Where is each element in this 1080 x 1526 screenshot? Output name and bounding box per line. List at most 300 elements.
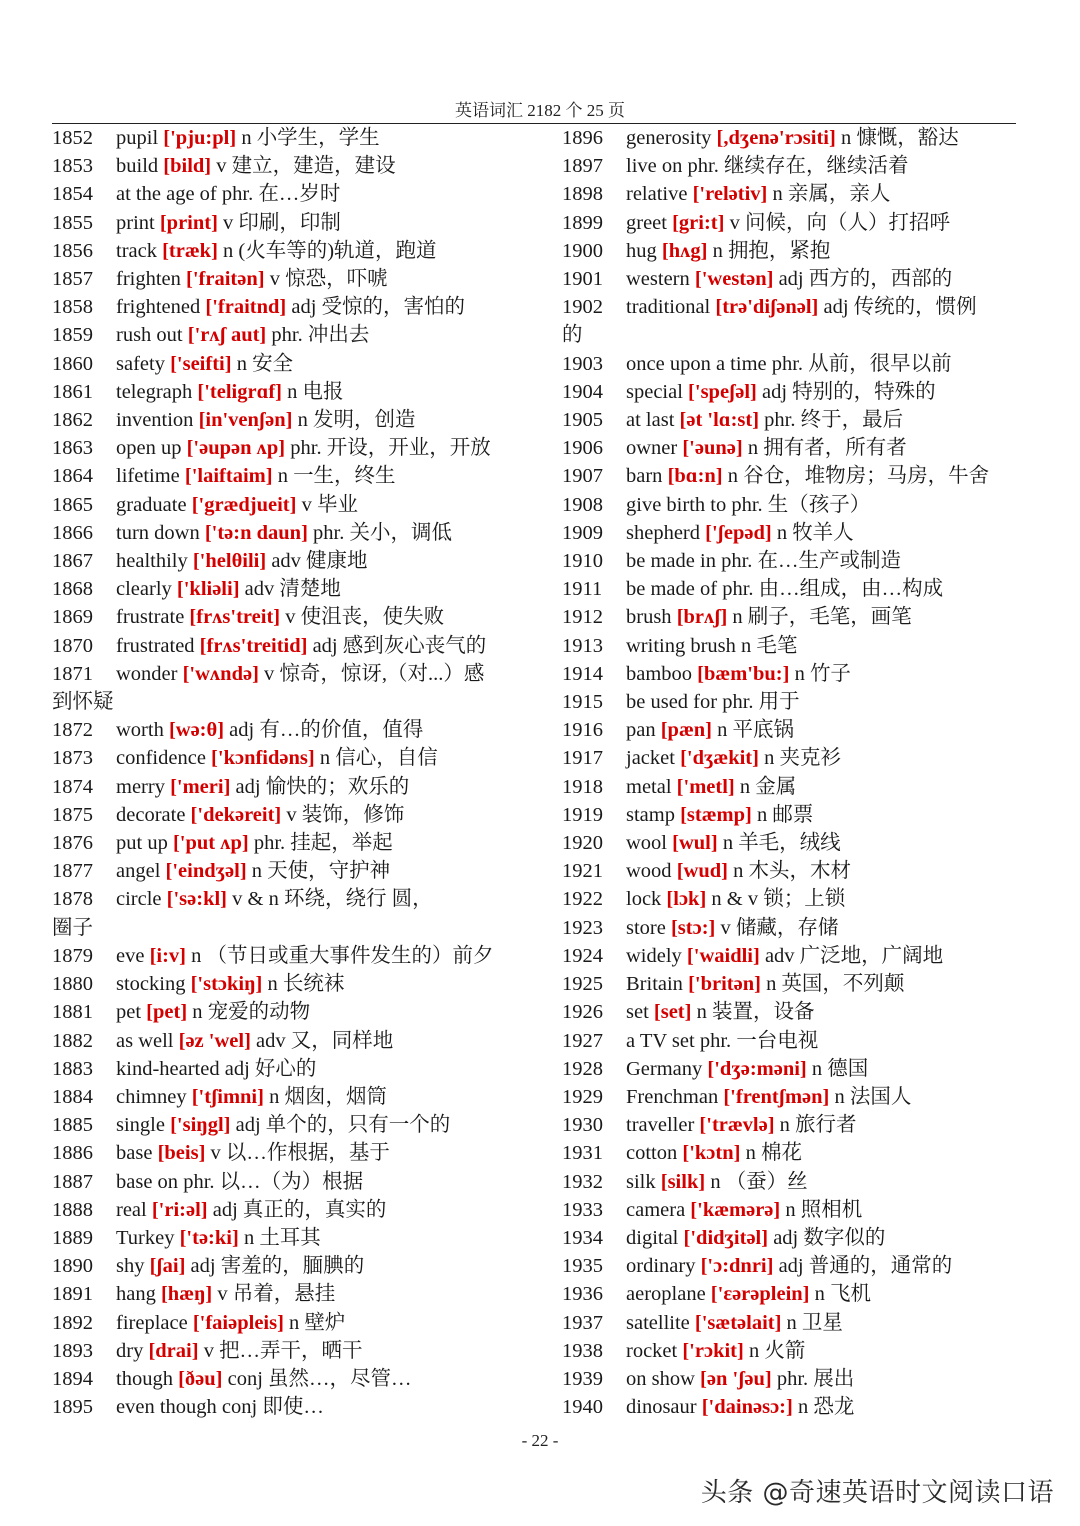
vocab-entry bbox=[52, 660, 522, 688]
entry-number: 1903 bbox=[562, 352, 603, 375]
entry-definition: v 储藏，存储 bbox=[720, 916, 839, 939]
entry-word: once upon a time bbox=[626, 352, 767, 375]
entry-word: pet bbox=[116, 1001, 142, 1024]
entry-word: metal bbox=[626, 775, 672, 798]
entry-word: lifetime bbox=[116, 465, 180, 488]
entry-word: real bbox=[116, 1198, 147, 1221]
vocab-entry bbox=[562, 1365, 1032, 1393]
vocab-entry bbox=[562, 547, 1032, 575]
entry-number: 1859 bbox=[52, 324, 93, 347]
entry-definition: v 问候，向（人）打招呼 bbox=[729, 211, 950, 234]
entry-definition: n 法国人 bbox=[834, 1085, 912, 1108]
entry-pronunciation: ['fraitən] bbox=[186, 268, 265, 291]
entry-pronunciation: [wul] bbox=[672, 832, 718, 855]
entry-pronunciation: [ən 'ʃəu] bbox=[700, 1367, 772, 1390]
entry-number: 1858 bbox=[52, 296, 93, 319]
vocab-entry bbox=[562, 237, 1032, 265]
entry-word: frightened bbox=[116, 296, 201, 319]
entry-number: 1852 bbox=[52, 127, 93, 149]
entry-definition: phr. 终于，最后 bbox=[764, 409, 904, 432]
vocab-entry bbox=[52, 152, 522, 180]
entry-definition: n 照相机 bbox=[785, 1198, 863, 1221]
entry-pronunciation: [,dʒenə'rɔsiti] bbox=[716, 127, 836, 149]
vocab-entry bbox=[562, 378, 1032, 406]
vocab-entry bbox=[52, 885, 522, 913]
vocab-entry bbox=[52, 180, 522, 208]
vocab-entry bbox=[562, 773, 1032, 801]
entry-definition: n （节日或重大事件发生的）前夕 bbox=[191, 944, 494, 967]
entry-word: single bbox=[116, 1114, 165, 1137]
entry-pronunciation: ['tʃimni] bbox=[191, 1085, 264, 1108]
entry-pronunciation: ['britən] bbox=[688, 973, 761, 996]
entry-definition: adj 好心的 bbox=[224, 1057, 317, 1080]
entry-number: 1890 bbox=[52, 1255, 93, 1278]
entry-number: 1860 bbox=[52, 352, 93, 375]
entry-definition: n 德国 bbox=[811, 1057, 869, 1080]
entry-number: 1863 bbox=[52, 437, 93, 460]
entry-pronunciation: ['ʃepəd] bbox=[705, 521, 772, 544]
entry-definition: n 谷仓，堆物房；马房，牛舍 bbox=[727, 465, 990, 488]
entry-number: 1874 bbox=[52, 775, 93, 798]
entry-definition: n 邮票 bbox=[756, 803, 814, 826]
entry-pronunciation: ['kæmərə] bbox=[690, 1198, 781, 1221]
vocab-entry bbox=[52, 1337, 522, 1365]
vocab-entry bbox=[52, 829, 522, 857]
entry-pronunciation: [set] bbox=[653, 1001, 692, 1024]
entry-pronunciation: ['helθili] bbox=[192, 550, 267, 573]
vocab-entry bbox=[562, 1252, 1032, 1280]
entry-pronunciation: [stɔ:] bbox=[670, 916, 716, 939]
entry-pronunciation: ['laiftaim] bbox=[184, 465, 273, 488]
entry-number: 1919 bbox=[562, 803, 603, 826]
entry-pronunciation: ['rɔkit] bbox=[682, 1339, 744, 1362]
entry-definition: v 印刷，印制 bbox=[223, 211, 341, 234]
entry-pronunciation: ['dʒə:məni] bbox=[707, 1057, 807, 1080]
vocab-entry bbox=[52, 857, 522, 885]
entry-definition: adj 传统的，惯例 bbox=[823, 296, 977, 319]
entry-pronunciation: [hæŋ] bbox=[160, 1283, 213, 1306]
entry-definition: n 慷慨，豁达 bbox=[840, 127, 959, 149]
entry-number: 1899 bbox=[562, 211, 603, 234]
entry-number: 1877 bbox=[52, 860, 93, 883]
entry-number: 1914 bbox=[562, 662, 603, 685]
entry-pronunciation: ['dʒækit] bbox=[680, 747, 759, 770]
entry-pronunciation: ['sə:kl] bbox=[166, 888, 227, 911]
entry-word: ordinary bbox=[626, 1255, 696, 1278]
entry-word: Frenchman bbox=[626, 1085, 719, 1108]
vocab-entry bbox=[52, 1365, 522, 1393]
left-vocab-column bbox=[52, 124, 522, 1421]
entry-word: track bbox=[116, 239, 157, 262]
entry-word: chimney bbox=[116, 1085, 187, 1108]
entry-word: aeroplane bbox=[626, 1283, 706, 1306]
vocab-entry bbox=[562, 209, 1032, 237]
entry-definition: phr. 开设，开业，开放 bbox=[290, 437, 491, 460]
entry-number: 1900 bbox=[562, 239, 603, 262]
entry-word: invention bbox=[116, 409, 194, 432]
entry-word: barn bbox=[626, 465, 663, 488]
entry-word: as well bbox=[116, 1029, 174, 1052]
vocab-entry bbox=[52, 265, 522, 293]
entry-number: 1934 bbox=[562, 1226, 603, 1249]
vocab-entry bbox=[562, 801, 1032, 829]
entry-word: stocking bbox=[116, 973, 186, 996]
entry-number: 1870 bbox=[52, 634, 93, 657]
entry-word: owner bbox=[626, 437, 678, 460]
entry-pronunciation: ['put ʌp] bbox=[172, 832, 249, 855]
entry-word: Britain bbox=[626, 973, 683, 996]
entry-number: 1935 bbox=[562, 1255, 603, 1278]
entry-definition: n 牧羊人 bbox=[776, 521, 854, 544]
vocab-entry bbox=[52, 716, 522, 744]
entry-number: 1898 bbox=[562, 183, 603, 206]
entry-word: eve bbox=[116, 944, 145, 967]
entry-definition: n （蚕）丝 bbox=[710, 1170, 808, 1193]
entry-pronunciation: ['siŋgl] bbox=[170, 1114, 231, 1137]
vocab-entry bbox=[52, 942, 522, 970]
entry-word: special bbox=[626, 380, 683, 403]
entry-word: store bbox=[626, 916, 666, 939]
entry-number: 1902 bbox=[562, 296, 603, 319]
entry-word: set bbox=[626, 1001, 649, 1024]
entry-pronunciation: [bæm'bu:] bbox=[697, 662, 790, 685]
entry-definition: phr. 由…组成，由…构成 bbox=[722, 578, 944, 601]
entry-pronunciation: ['stɔkiŋ] bbox=[190, 973, 263, 996]
entry-definition: adj 愉快的；欢乐的 bbox=[235, 775, 410, 798]
vocab-entry bbox=[562, 152, 1032, 180]
entry-word: be made of bbox=[626, 578, 718, 601]
entry-definition: adj 真正的，真实的 bbox=[212, 1198, 387, 1221]
entry-definition: conj 即使… bbox=[221, 1396, 324, 1419]
entry-definition: v 建立，建造，建设 bbox=[216, 155, 396, 178]
vocab-entry bbox=[52, 237, 522, 265]
vocab-entry bbox=[562, 914, 1032, 942]
entry-definition: n 壁炉 bbox=[289, 1311, 346, 1334]
entry-definition: adj 单个的，只有一个的 bbox=[235, 1114, 451, 1137]
vocab-entry bbox=[52, 773, 522, 801]
entry-number: 1864 bbox=[52, 465, 93, 488]
entry-word: put up bbox=[116, 832, 168, 855]
entry-definition: v 毕业 bbox=[301, 493, 358, 516]
vocab-entry bbox=[52, 1055, 522, 1083]
vocab-entry bbox=[52, 632, 522, 660]
vocab-entry bbox=[562, 829, 1032, 857]
entry-pronunciation: [træk] bbox=[162, 239, 218, 262]
entry-number: 1862 bbox=[52, 409, 93, 432]
vocab-entry bbox=[562, 716, 1032, 744]
vocab-entry bbox=[562, 265, 1032, 293]
entry-pronunciation: [hʌg] bbox=[661, 239, 708, 262]
entry-pronunciation: [ət 'lɑ:st] bbox=[679, 409, 760, 432]
entry-number: 1893 bbox=[52, 1339, 93, 1362]
entry-number: 1915 bbox=[562, 691, 603, 714]
vocab-entry bbox=[52, 970, 522, 998]
entry-pronunciation: ['frentʃmən] bbox=[723, 1085, 830, 1108]
entry-word: print bbox=[116, 211, 155, 234]
vocab-entry bbox=[562, 575, 1032, 603]
vocab-entry bbox=[562, 180, 1032, 208]
vocab-entry bbox=[52, 378, 522, 406]
entry-definition: n 拥有者，所有者 bbox=[747, 437, 907, 460]
entry-number: 1873 bbox=[52, 747, 93, 770]
entry-word: stamp bbox=[626, 803, 675, 826]
vocab-entry bbox=[52, 1139, 522, 1167]
entry-word: confidence bbox=[116, 747, 206, 770]
entry-pronunciation: ['əupən ʌp] bbox=[186, 437, 286, 460]
entry-word: fireplace bbox=[116, 1311, 188, 1334]
entry-pronunciation: [frʌs'treit] bbox=[189, 606, 281, 629]
entry-word: wood bbox=[626, 860, 672, 883]
entry-number: 1895 bbox=[52, 1396, 93, 1419]
entry-number: 1879 bbox=[52, 944, 93, 967]
entry-definition: n 棉花 bbox=[745, 1142, 802, 1165]
entry-number: 1871 bbox=[52, 662, 93, 685]
entry-pronunciation: [beis] bbox=[157, 1142, 206, 1165]
entry-pronunciation: [drai] bbox=[148, 1339, 199, 1362]
vocab-entry bbox=[52, 575, 522, 603]
entry-number: 1933 bbox=[562, 1198, 603, 1221]
vocab-entry bbox=[562, 857, 1032, 885]
vocab-entry bbox=[562, 1224, 1032, 1252]
vocab-entry bbox=[52, 603, 522, 631]
entry-definition: n 金属 bbox=[739, 775, 797, 798]
entry-number: 1854 bbox=[52, 183, 93, 206]
entry-pronunciation: [ðəu] bbox=[178, 1367, 223, 1390]
entry-number: 1910 bbox=[562, 550, 603, 573]
entry-number: 1939 bbox=[562, 1367, 603, 1390]
vocab-entry bbox=[52, 1168, 522, 1196]
entry-word: healthily bbox=[116, 550, 188, 573]
entry-pronunciation: ['grædjueit] bbox=[191, 493, 297, 516]
vocab-entry bbox=[52, 519, 522, 547]
entry-definition: conj 虽然…，尽管… bbox=[227, 1367, 412, 1390]
entry-word: wonder bbox=[116, 662, 178, 685]
entry-pronunciation: ['dainəsɔ:] bbox=[701, 1396, 793, 1419]
entry-definition: adj 普通的，通常的 bbox=[778, 1255, 953, 1278]
entry-pronunciation: ['didʒitəl] bbox=[683, 1226, 769, 1249]
entry-word: rocket bbox=[626, 1339, 678, 1362]
entry-definition: n 竹子 bbox=[794, 662, 851, 685]
entry-word: a TV set bbox=[626, 1029, 695, 1052]
entry-word: circle bbox=[116, 888, 162, 911]
entry-pronunciation: ['ri:əl] bbox=[151, 1198, 208, 1221]
entry-pronunciation: [bɑ:n] bbox=[667, 465, 723, 488]
entry-word: kind-hearted bbox=[116, 1057, 220, 1080]
entry-number: 1908 bbox=[562, 493, 603, 516]
entry-pronunciation: [gri:t] bbox=[672, 211, 725, 234]
vocab-entry bbox=[52, 1393, 522, 1421]
entry-pronunciation: [wud] bbox=[676, 860, 728, 883]
entry-number: 1872 bbox=[52, 719, 93, 742]
entry-pronunciation: [i:v] bbox=[149, 944, 187, 967]
entry-definition: n 安全 bbox=[236, 352, 294, 375]
entry-definition: phr. 以…（为）根据 bbox=[183, 1170, 364, 1193]
entry-definition: n 旅行者 bbox=[779, 1114, 857, 1137]
entry-definition: n 一生，终生 bbox=[277, 465, 396, 488]
entry-word: shepherd bbox=[626, 521, 701, 544]
vocab-entry bbox=[562, 434, 1032, 462]
vocab-entry bbox=[562, 1111, 1032, 1139]
entry-definition: adj 有…的价值，值得 bbox=[229, 719, 424, 742]
entry-definition: n 装置，设备 bbox=[696, 1001, 815, 1024]
vocab-entry bbox=[562, 462, 1032, 490]
entry-definition: n 平底锅 bbox=[717, 719, 794, 742]
entry-definition: adv 又，同样地 bbox=[256, 1029, 394, 1052]
entry-number: 1911 bbox=[562, 578, 603, 601]
entry-number: 1923 bbox=[562, 916, 603, 939]
entry-pronunciation: ['wʌndə] bbox=[182, 662, 259, 685]
vocab-entry bbox=[562, 293, 1032, 321]
entry-number: 1921 bbox=[562, 860, 603, 883]
entry-pronunciation: [əz 'wel] bbox=[178, 1029, 251, 1052]
vocab-entry bbox=[52, 1083, 522, 1111]
vocab-entry-continuation bbox=[52, 914, 522, 942]
vocab-entry bbox=[562, 603, 1032, 631]
entry-number: 1905 bbox=[562, 409, 603, 432]
vocab-entry bbox=[562, 688, 1032, 716]
entry-definition: phr. 关小，调低 bbox=[313, 521, 452, 544]
vocab-entry bbox=[562, 998, 1032, 1026]
entry-pronunciation: [pæn] bbox=[660, 719, 712, 742]
entry-definition: v 使沮丧，使失败 bbox=[285, 606, 445, 629]
entry-word: western bbox=[626, 268, 690, 291]
entry-pronunciation: ['faiəpleis] bbox=[192, 1311, 284, 1334]
entry-definition: n 天使，守护神 bbox=[251, 860, 391, 883]
entry-definition: phr. 在…岁时 bbox=[221, 183, 341, 206]
vocab-entry bbox=[52, 1280, 522, 1308]
vocab-entry bbox=[562, 970, 1032, 998]
entry-number: 1938 bbox=[562, 1339, 603, 1362]
entry-word: wool bbox=[626, 832, 667, 855]
entry-definition: n 电报 bbox=[287, 380, 344, 403]
entry-definition: n 英国，不列颠 bbox=[766, 973, 905, 996]
entry-word: base bbox=[116, 1142, 153, 1165]
entry-definition: n 宠爱的动物 bbox=[192, 1001, 311, 1024]
entry-number: 1904 bbox=[562, 380, 603, 403]
entry-definition: n 拥抱，紧抱 bbox=[712, 239, 831, 262]
entry-word: safety bbox=[116, 352, 165, 375]
entry-definition: n 火箭 bbox=[748, 1339, 806, 1362]
entry-word: traditional bbox=[626, 296, 711, 319]
entry-pronunciation: ['sætəlait] bbox=[694, 1311, 782, 1334]
entry-word: turn down bbox=[116, 521, 200, 544]
vocab-entry bbox=[52, 462, 522, 490]
vocab-entry bbox=[52, 1027, 522, 1055]
vocab-entry bbox=[562, 632, 1032, 660]
entry-pronunciation: ['kliəli] bbox=[176, 578, 240, 601]
entry-word: Germany bbox=[626, 1057, 703, 1080]
entry-pronunciation: ['tə:ki] bbox=[179, 1226, 239, 1249]
entry-word: be made in bbox=[626, 550, 716, 573]
entry-definition: v 惊奇，惊讶,（对...）感 bbox=[264, 662, 485, 685]
entry-number: 1881 bbox=[52, 1001, 93, 1024]
entry-definition: n 木头，木材 bbox=[733, 860, 851, 883]
entry-word: worth bbox=[116, 719, 164, 742]
entry-definition: n 羊毛，绒线 bbox=[722, 832, 841, 855]
vocab-entry bbox=[562, 1139, 1032, 1167]
entry-word: dry bbox=[116, 1339, 144, 1362]
entry-pronunciation: [bild] bbox=[163, 155, 212, 178]
entry-definition: n 亲属，亲人 bbox=[772, 183, 891, 206]
entry-word: relative bbox=[626, 183, 688, 206]
entry-definition: n 飞机 bbox=[814, 1283, 871, 1306]
entry-number: 1865 bbox=[52, 493, 93, 516]
entry-number: 1885 bbox=[52, 1114, 93, 1137]
entry-word: build bbox=[116, 155, 159, 178]
entry-pronunciation: [ʃai] bbox=[149, 1255, 186, 1278]
entry-pronunciation: ['əunə] bbox=[682, 437, 743, 460]
entry-pronunciation: [wə:θ] bbox=[168, 719, 225, 742]
entry-definition: n 卫星 bbox=[786, 1311, 843, 1334]
entry-number: 1884 bbox=[52, 1085, 93, 1108]
entry-word: base on bbox=[116, 1170, 179, 1193]
entry-pronunciation: ['westən] bbox=[694, 268, 774, 291]
vocab-entry bbox=[52, 744, 522, 772]
entry-number: 1924 bbox=[562, 944, 603, 967]
entry-definition: v 装饰，修饰 bbox=[286, 803, 405, 826]
entry-definition: n (火车等的)轨道，跑道 bbox=[223, 239, 437, 262]
entry-number: 1917 bbox=[562, 747, 603, 770]
entry-word: cotton bbox=[626, 1142, 678, 1165]
entry-number: 1940 bbox=[562, 1396, 603, 1419]
entry-number: 1897 bbox=[562, 155, 603, 178]
entry-definition: adv 广泛地，广阔地 bbox=[764, 944, 944, 967]
entry-definition: v 吊着，悬挂 bbox=[217, 1283, 336, 1306]
entry-definition: v 惊恐，吓唬 bbox=[269, 268, 388, 291]
entry-number: 1853 bbox=[52, 155, 93, 178]
entry-number: 1937 bbox=[562, 1311, 603, 1334]
entry-number: 1880 bbox=[52, 973, 93, 996]
entry-number: 1909 bbox=[562, 521, 603, 544]
entry-pronunciation: [in'venʃən] bbox=[198, 409, 293, 432]
vocab-entry bbox=[562, 1055, 1032, 1083]
entry-word: hug bbox=[626, 239, 657, 262]
entry-number: 1916 bbox=[562, 719, 603, 742]
entry-word: camera bbox=[626, 1198, 686, 1221]
entry-pronunciation: [brʌʃ] bbox=[676, 606, 728, 629]
entry-definition: v & n 环绕，绕行 圆， bbox=[232, 888, 433, 911]
entry-pronunciation: [trə'diʃənəl] bbox=[715, 296, 819, 319]
entry-word: shy bbox=[116, 1255, 145, 1278]
entry-pronunciation: ['metl] bbox=[676, 775, 735, 798]
entry-pronunciation: [print] bbox=[159, 211, 218, 234]
entry-word: frighten bbox=[116, 268, 181, 291]
entry-definition: phr. 冲出去 bbox=[271, 324, 370, 347]
entry-word: dinosaur bbox=[626, 1396, 697, 1419]
vocab-entry bbox=[52, 1309, 522, 1337]
entry-word: open up bbox=[116, 437, 182, 460]
entry-word: satellite bbox=[626, 1311, 690, 1334]
vocab-entry bbox=[562, 1280, 1032, 1308]
entry-word: pan bbox=[626, 719, 656, 742]
vocab-entry bbox=[52, 350, 522, 378]
entry-word: angel bbox=[116, 860, 161, 883]
entry-word: widely bbox=[626, 944, 682, 967]
entry-pronunciation: ['speʃəl] bbox=[688, 380, 757, 403]
entry-number: 1875 bbox=[52, 803, 93, 826]
entry-definition: n 恐龙 bbox=[797, 1396, 855, 1419]
entry-number: 1888 bbox=[52, 1198, 93, 1221]
watermark: 头条 @奇速英语时文阅读口语 bbox=[700, 1478, 1054, 1508]
vocab-entry bbox=[562, 124, 1032, 152]
entry-word: telegraph bbox=[116, 380, 193, 403]
entry-number: 1913 bbox=[562, 634, 603, 657]
vocab-entry bbox=[562, 350, 1032, 378]
entry-number: 1906 bbox=[562, 437, 603, 460]
entry-number: 1925 bbox=[562, 973, 603, 996]
entry-word: merry bbox=[116, 775, 165, 798]
entry-definition: phr. 在…生产或制造 bbox=[721, 550, 902, 573]
